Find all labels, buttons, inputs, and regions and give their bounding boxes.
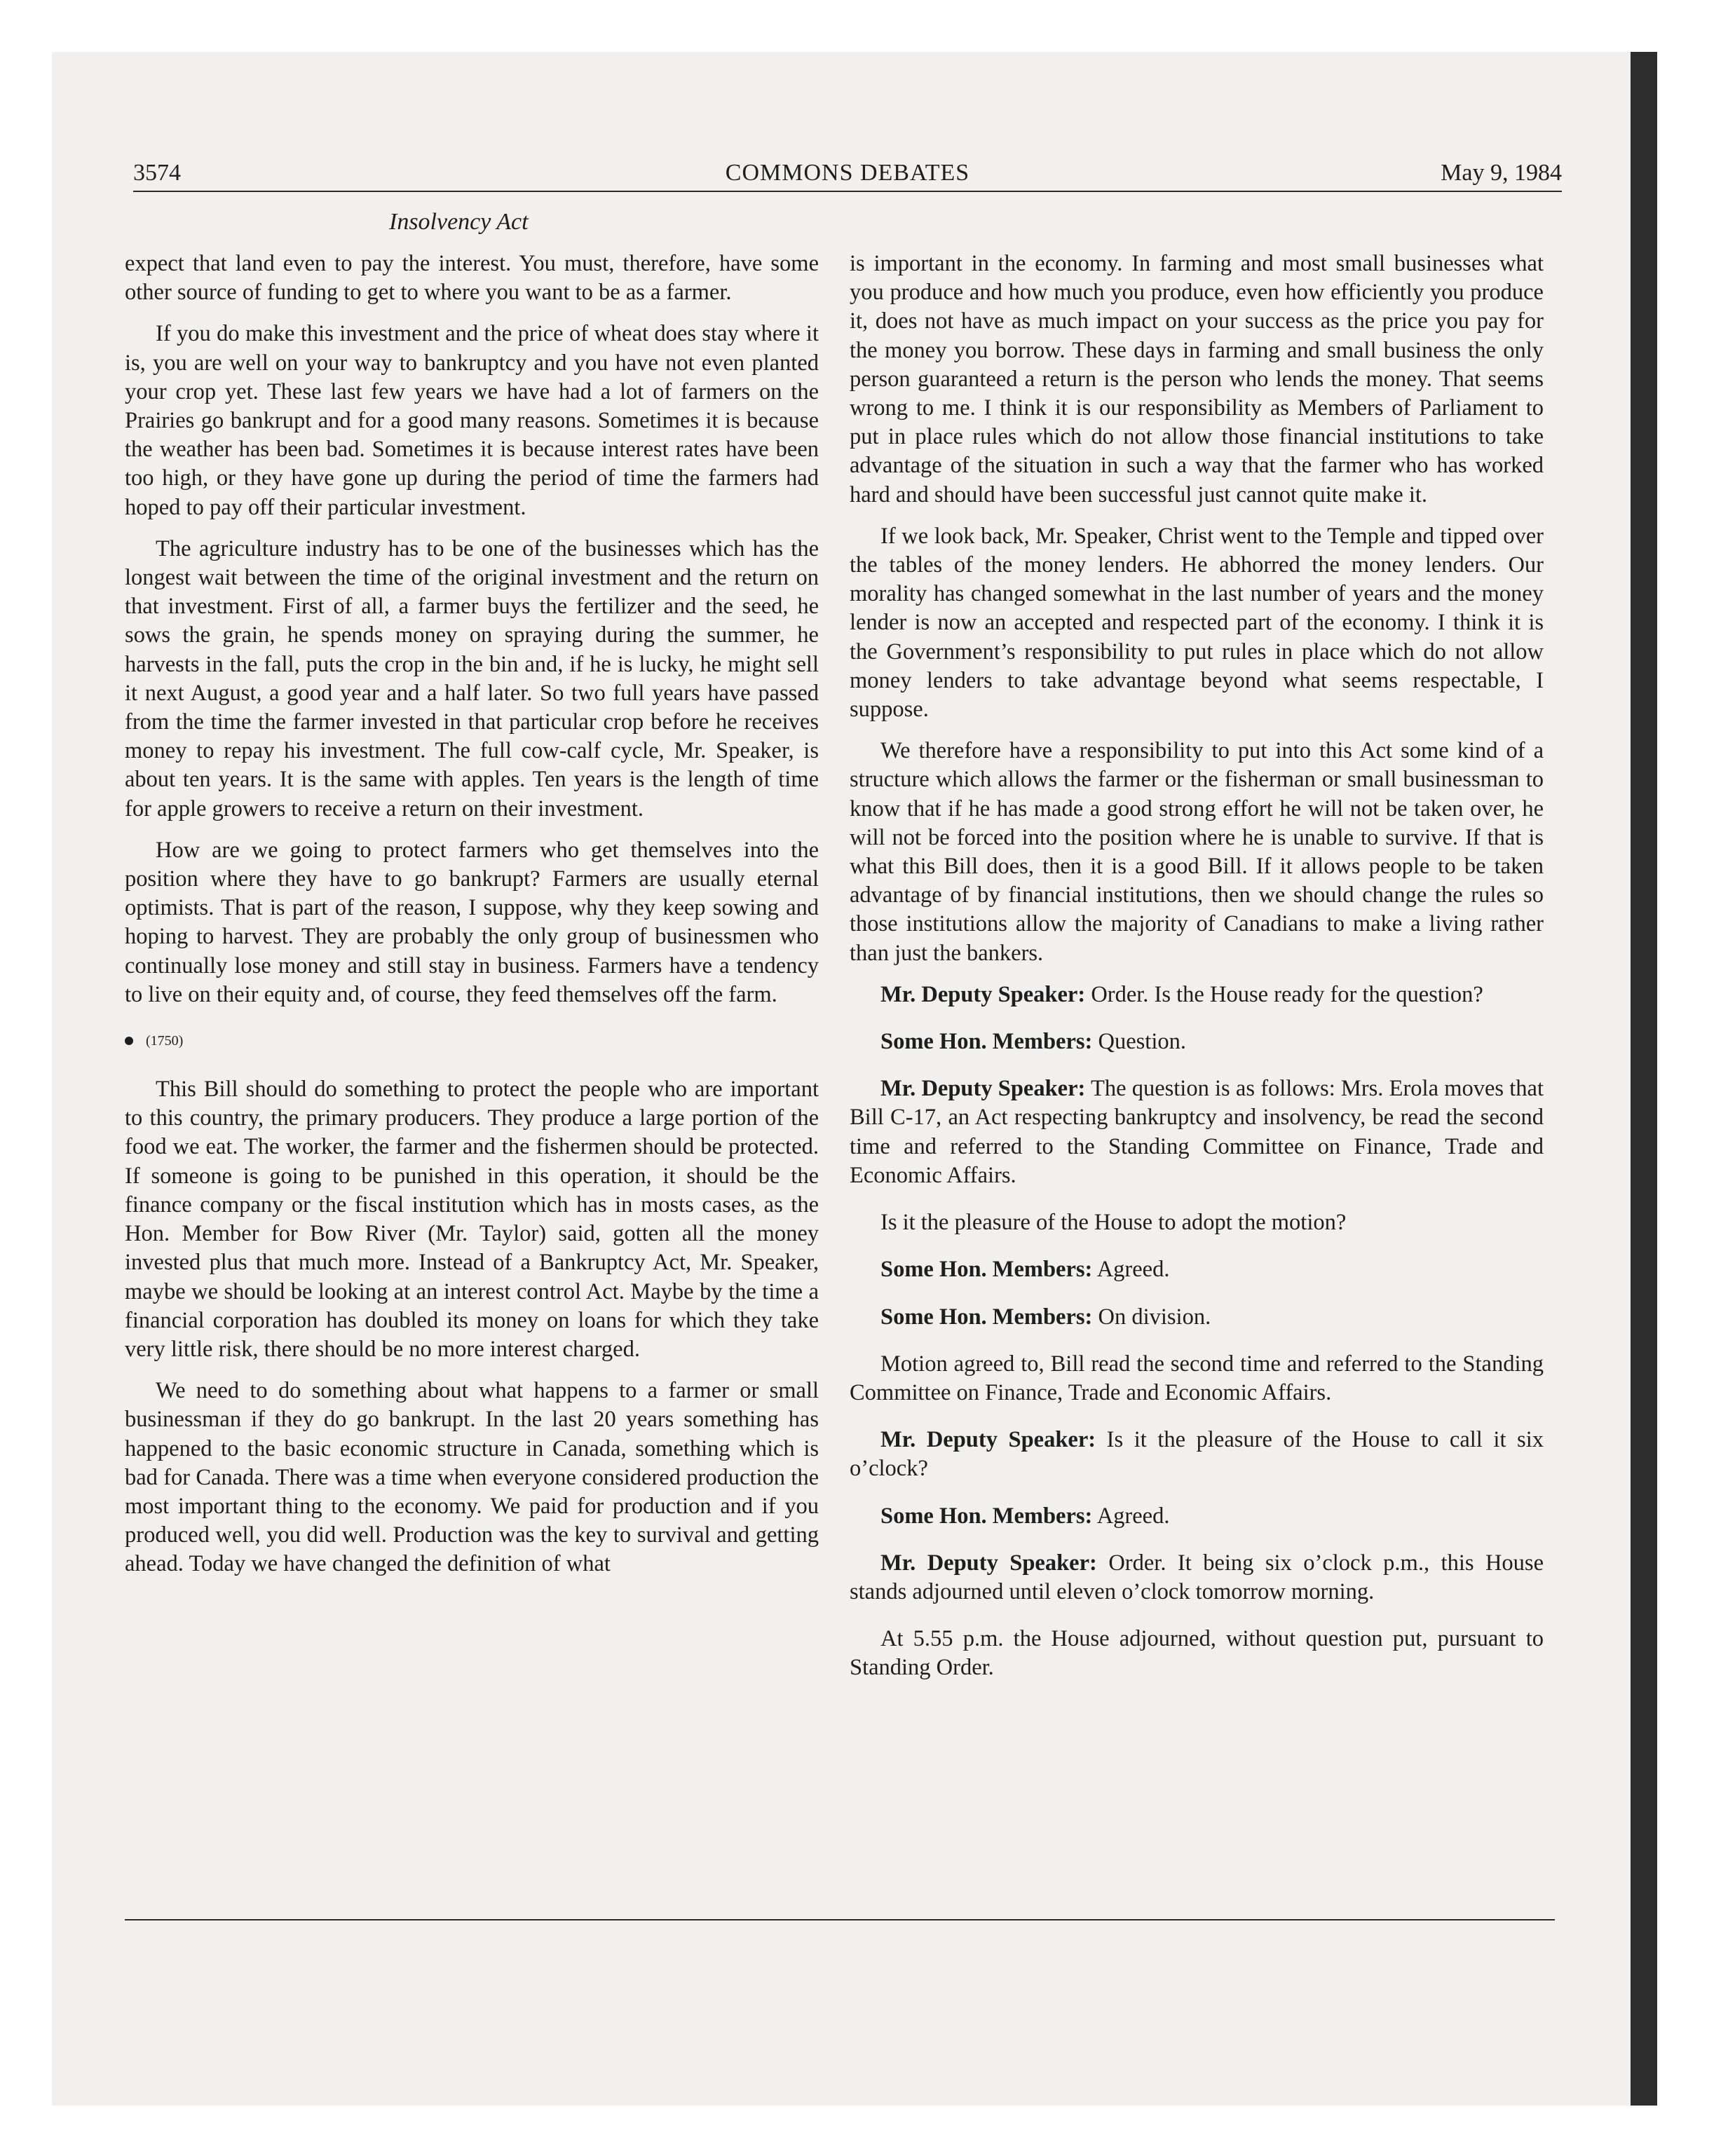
paragraph: If you do make this investment and the price of wheat does stay where it is, you are well on your way to bankruptcy and you have not even planted your crop yet. These last few years we have had a lot of farmers on the Prairies go bankrupt and for a good many reasons. Sometimes it is because the weather has been bad. Sometimes it is because interest rates have been too high, or they have gone up during the period of time the farmers had hoped to pay off their particular investment.: [125, 321, 819, 520]
paragraph: Is it the pleasure of the House to adopt the motion?: [880, 1210, 1347, 1236]
page-number: 3574: [133, 160, 181, 186]
speech-text: Agreed.: [1092, 1257, 1170, 1283]
paragraph: Motion agreed to, Bill read the second time and referred to the Standing Committee on Finance, Trade and Economic Affairs.: [850, 1351, 1544, 1405]
speech-text: Is it the pleasure of the House to call it six o’clock?: [850, 1427, 1544, 1482]
paragraph: expect that land even to pay the interest. You must, therefore, have some other source of funding to get to where you want to be as a farmer.: [125, 251, 819, 306]
speaker-name: Mr. Deputy Speaker:: [880, 1550, 1097, 1576]
paragraph: This Bill should do something to protect the people who are important to this country, the primary producers. They produce a large portion of the food we eat. The worker, the farmer and the fishermen should be protected. If someone is going to be punished in this operation, it should be the finance company or the fiscal institution which has in mosts cases, as the Hon. Member for Bow River (Mr. Taylor) said, gotten all the money invested plus that much more. Instead of a Bankruptcy Act, Mr. Speaker, maybe we should be looking at an interest control Act. Maybe by the time a financial corporation has doubled its money on loans for which they take very little risk, there should be no more interest charged.: [125, 1077, 819, 1362]
speech-text: On division.: [1092, 1304, 1211, 1330]
paragraph: If we look back, Mr. Speaker, Christ went to the Temple and tipped over the tables of the money lenders. He abhorred the money lenders. Our morality has changed somewhat in the last number of years and the money lender is now an accepted and respected part of the economy. I think it is the Government’s responsibility to put rules in place which do not allow money lenders to take advantage beyond what seems respectable, I suppose.: [850, 523, 1544, 723]
speaker-name: Mr. Deputy Speaker:: [880, 1076, 1086, 1102]
paragraph: is important in the economy. In farming and most small businesses what you produce and how much you produce, even how efficiently you produce it, does not have as much impact on your success as the price you pay for the money you borrow. These days in farming and small business the only person guaranteed a return is the person who lends the money. That seems wrong to me. I think it is our responsibility as Members of Parliament to put in place rules which do not allow those financial institutions to take advantage of the situation in such a way that the farmer who has worked hard and should have been successful just cannot quite make it.: [850, 251, 1544, 507]
footer-rule: [125, 1919, 1555, 1920]
speech: [850, 981, 1544, 1009]
journal-title: COMMONS DEBATES: [725, 160, 970, 186]
speaker-name: Some Hon. Members:: [880, 1304, 1093, 1330]
speech-text: Agreed.: [1092, 1503, 1170, 1529]
speech-text: The question is as follows: Mrs. Erola moves that Bill C-17, an Act respecting bankruptcy and insolvency, be read the second time and referred to the Standing Committee on Finance, Trade and Economic Affairs.: [850, 1076, 1544, 1188]
scan-edge-shadow: [1631, 52, 1657, 2106]
left-column: [125, 250, 819, 1592]
bullet-icon: [125, 1037, 133, 1045]
speaker-name: Some Hon. Members:: [880, 1503, 1093, 1529]
header-rule: [133, 191, 1562, 192]
speech-text: Question.: [1092, 1029, 1186, 1055]
paragraph: We therefore have a responsibility to put into this Act some kind of a structure which allows the farmer or the fisherman or small businessman to know that if he has made a good strong effort he will not be taken over, he will not be forced into the position where he is unable to survive. If that is what this Bill does, then it is a good Bill. If it allows people to be taken advantage of by financial institutions, then we should change the rules so those institutions allow the majority of Canadians to make a living rather than just the bankers.: [850, 738, 1544, 966]
speech: [850, 1028, 1544, 1056]
speech: [850, 1303, 1544, 1332]
speech-text: Order. Is the House ready for the question?: [1085, 981, 1483, 1007]
speech: [850, 1426, 1544, 1483]
running-head: [133, 160, 1562, 195]
speech: [850, 1502, 1544, 1531]
speaker-name: Mr. Deputy Speaker:: [880, 1427, 1096, 1453]
speaker-name: Mr. Deputy Speaker:: [880, 981, 1086, 1007]
speaker-name: Some Hon. Members:: [880, 1257, 1093, 1283]
publication-date: May 9, 1984: [1441, 160, 1562, 186]
paragraph: We need to do something about what happens to a farmer or small businessman if they do go bankrupt. In the last 20 years something has happened to the basic economic structure in Canada, something which is bad for Canada. There was a time when everyone considered production the most important thing to the economy. We paid for production and if you produced well, you did well. Production was the key to survival and getting ahead. Today we have changed the definition of what: [125, 1378, 819, 1577]
right-column: [850, 250, 1544, 1696]
speech: [850, 1074, 1544, 1190]
speech: [850, 1255, 1544, 1284]
time-marker: [125, 1030, 819, 1051]
paragraph: The agriculture industry has to be one of the businesses which has the longest wait between the time of the original investment and the return on that investment. First of all, a farmer buys the fertilizer and the seed, he sows the grain, he spends money on spraying during the summer, he harvests in the fall, puts the crop in the bin and, if he is lucky, he might sell it next August, a good year and a half later. So two full years have passed from the time the farmer invested in that particular crop before he receives money to repay his investment. The full cow-calf cycle, Mr. Speaker, is about ten years. It is the same with apples. Ten years is the length of time for apple growers to receive a return on their investment.: [125, 535, 819, 821]
speech-text: Order. It being six o’clock p.m., this House stands adjourned until eleven o’clock tomorrow morning.: [850, 1550, 1544, 1604]
paragraph: How are we going to protect farmers who get themselves into the position where they have to go bankrupt? Farmers are usually eternal optimists. That is part of the reason, I suppose, why they keep sowing and hoping to harvest. They are probably the only group of businessmen who continually lose money and still stay in business. Farmers have a tendency to live on their equity and, of course, they feed themselves off the farm.: [125, 837, 819, 1007]
section-title: Insolvency Act: [389, 209, 529, 235]
speaker-name: Some Hon. Members:: [880, 1029, 1093, 1055]
paragraph: At 5.55 p.m. the House adjourned, without question put, pursuant to Standing Order.: [850, 1626, 1544, 1681]
speech: [850, 1549, 1544, 1606]
time-marker-text: (1750): [146, 1033, 184, 1049]
